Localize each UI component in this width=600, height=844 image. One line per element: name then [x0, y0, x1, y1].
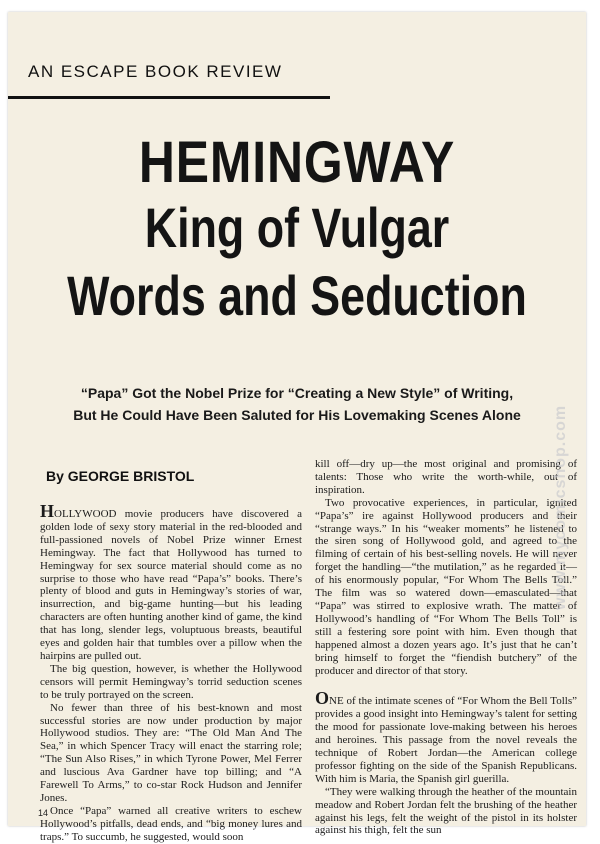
article-column-2 — [315, 458, 577, 837]
headline-line-3: Words and Seduction — [67, 264, 527, 327]
drop-cap: O — [315, 688, 330, 709]
headline-line-2: King of Vulgar — [144, 196, 450, 259]
deck-line-1: “Papa” Got the Nobel Prize for “Creating a New Style” of Writing, — [80, 385, 514, 401]
paragraph-text: NE of the intimate scenes of “For Whom the Bell Tolls” provides a good insight into Hemingway’s talent for setting the mood for passionate love-making between his heroes and heroines. This passage from the novel reveals the technique of Robert Jordan—the American college professor fighting on the side of the Spanish Republicans. With him is Maria, the Spanish girl guerilla. — [315, 695, 577, 785]
paragraph: “They were walking through the heather of the mountain meadow and Robert Jordan felt the brushing of the heather against his legs, felt the weight of the pistol in its holster against his thigh, felt the sun — [315, 785, 577, 837]
paragraph: No fewer than three of his best-known and most successful stories are now under production by major Hollywood studios. They are: “The Old Man And The Sea,” in which Spencer Tracy will enact the starring role; “The Sun Also Rises,” in which Tyrone Power, Mel Ferrer and luscious Ava Gardner have top billing; and “A Farewell To Arms,” to co-star Rock Hudson and Jennifer Jones. — [40, 701, 302, 804]
paragraph-text: OLLYWOOD movie producers have discovered a golden lode of sexy story material in the red-blooded and full-passioned novels of Nobel Prize winner Ernest Hemingway. The fact that Hollywood has turned to Hemingway for sex source material should come as no surprise to those who have read “Papa’s” books. There’s plenty of blood and guts in Hemingway’s stories of war, insurrection, and big-game hunting—but his leading characters are often hunting another kind of game, the kind that has long, slender legs, voluptuous breasts, beautiful eyes and golden hair that tumbles over a pillow when the hairpins are pulled out. — [40, 508, 302, 662]
section-break — [315, 677, 577, 689]
headline-line-1: HEMINGWAY — [138, 130, 456, 195]
kicker-rule — [8, 96, 330, 99]
section-kicker: AN ESCAPE BOOK REVIEW — [28, 62, 283, 81]
magazine-page — [8, 12, 586, 843]
paragraph — [315, 689, 577, 785]
byline: By GEORGE BRISTOL — [46, 468, 195, 484]
paragraph: The big question, however, is whether the Hollywood censors will permit Hemingway’s torrid seduction scenes to be truly portrayed on the screen. — [40, 662, 302, 701]
deck-line-2: But He Could Have Been Saluted for His Lovemaking Scenes Alone — [73, 407, 521, 423]
paragraph — [40, 502, 302, 663]
article-column-1 — [40, 502, 302, 844]
drop-cap: H — [40, 501, 55, 521]
page-number: 14 — [38, 808, 49, 818]
paragraph: kill off—dry up—the most original and promising of talents: Those who write the worth-while, out of inspiration. — [315, 458, 577, 496]
paragraph: Two provocative experiences, in particular, ignited “Papa’s” ire against Hollywood producers and their “strange ways.” In his “weaker moments” he listened to the siren song of Hollywood gold, and agreed to the filming of certain of his best-selling novels. He will never forget the handling—“the mutilation,” as he regarded it—of his enormously popular, “For Whom The Bells Toll.” The film was so watered down—emasculated—that “Papa” was stirred to explosive wrath. The matter of Hollywood’s handling of “For Whom The Bells Toll” is still a festering sore point with him. Even though that happened almost a dozen years ago. It’s just that he can’t bring himself to forget the “fiendish butchery” of the producer and director of that story. — [315, 496, 577, 677]
watermark: www.mycomicshop.com — [552, 404, 569, 610]
paragraph: Once “Papa” warned all creative writers to eschew Hollywood’s pitfalls, dead ends, and “big money lures and traps.” To succumb, he suggested, would soon — [40, 804, 302, 843]
